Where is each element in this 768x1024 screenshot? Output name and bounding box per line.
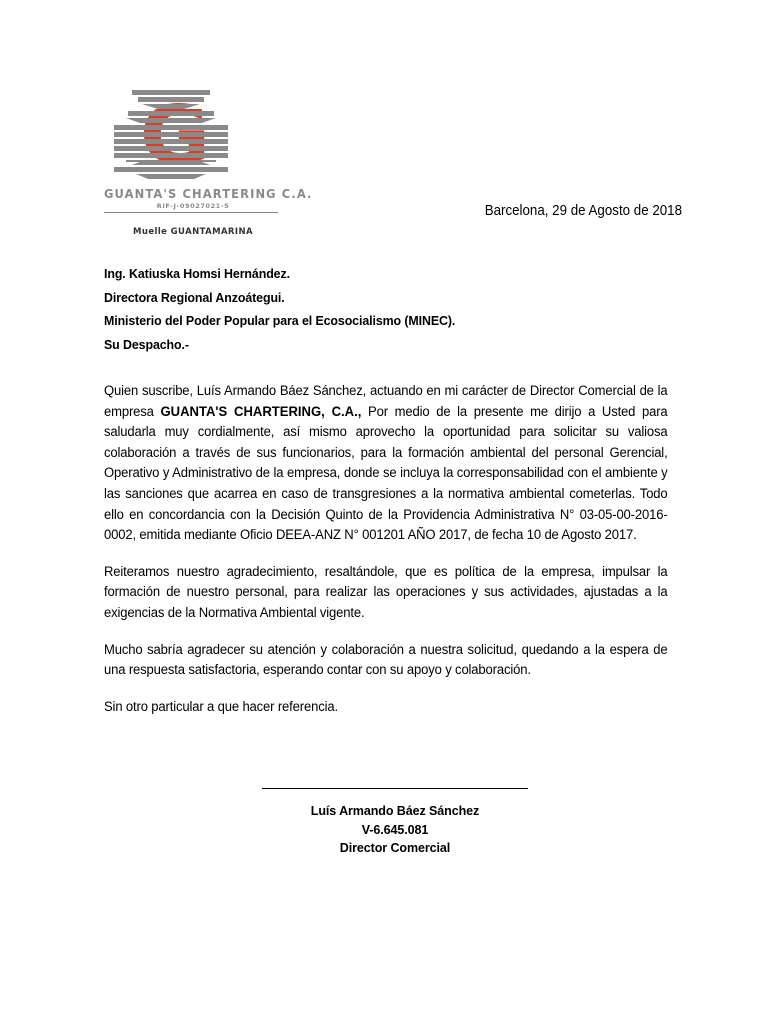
addressee-line-organization: Ministerio del Poder Popular para el Ecosocialismo (MINEC). (104, 313, 456, 328)
signatory-name: Luís Armando Báez Sánchez (310, 803, 480, 818)
paragraph-2: Reiteramos nuestro agradecimiento, resaltándole, que es política de la empresa, impulsar la formación de nuestro personal, para realizar las operaciones y sus actividades, ajustadas a la exigencias de la Normativa Ambiental vigente. (104, 563, 668, 620)
letterhead-rif: RIF-J-09027021-5 (156, 202, 230, 210)
company-logo (112, 88, 230, 184)
logo-globe-stripes-icon (112, 88, 230, 184)
signature-line (262, 788, 528, 789)
letterhead-company-name: GUANTA'S CHARTERING C.A. (104, 186, 313, 202)
addressee-line-role: Directora Regional Anzoátegui. (104, 289, 285, 305)
date-line: Barcelona, 29 de Agosto de 2018 (484, 203, 682, 219)
signatory-id: V-6.645.081 (361, 821, 429, 837)
paragraph-1 (104, 381, 668, 546)
letterhead-dock: Muelle GUANTAMARINA (133, 227, 253, 237)
signatory-title: Director Comercial (339, 840, 451, 855)
paragraph-3: Mucho sabría agradecer su atención y colaboración a nuestra solicitud, quedando a la espera de una respuesta satisfactoria, esperando contar con su apoyo y colaboración. (104, 641, 668, 678)
paragraph-4: Sin otro particular a que hacer referencia. (104, 698, 338, 714)
letter-body (104, 381, 682, 717)
addressee-line-recipient: Ing. Katiuska Homsi Hernández. (104, 266, 290, 281)
signature-block (262, 788, 528, 858)
paragraph-1-company-name: GUANTA'S CHARTERING, C.A., (160, 403, 362, 419)
addressee-line-office: Su Despacho.- (104, 336, 189, 352)
addressee-block (104, 262, 664, 356)
paragraph-1-after-bold: Por medio de la presente me dirijo a Usted para saludarla muy cordialmente, así mismo aprovecho la oportunidad para solicitar su valiosa colaboración a través de sus funcionarios, para la formación ambiental del personal Gerencial, Operativo y Administrativo de la empresa, donde se incluya la corresponsabilidad con el ambiente y las sanciones que acarrea en caso de transgresiones a la normativa ambiental cometerlas. Todo ello en concordancia con la Decisión Quinto de la Providencia Administrativa N° 03-05-00-2016-0002, emitida mediante Oficio DEEA-ANZ N° 001201 AÑO 2017, de fecha 10 de Agosto 2017. (104, 403, 668, 543)
paragraph-1-before-bold: Quien suscribe, Luís Armando Báez Sánchez, actuando en mi carácter de Director Comercial de la empresa (104, 383, 668, 419)
